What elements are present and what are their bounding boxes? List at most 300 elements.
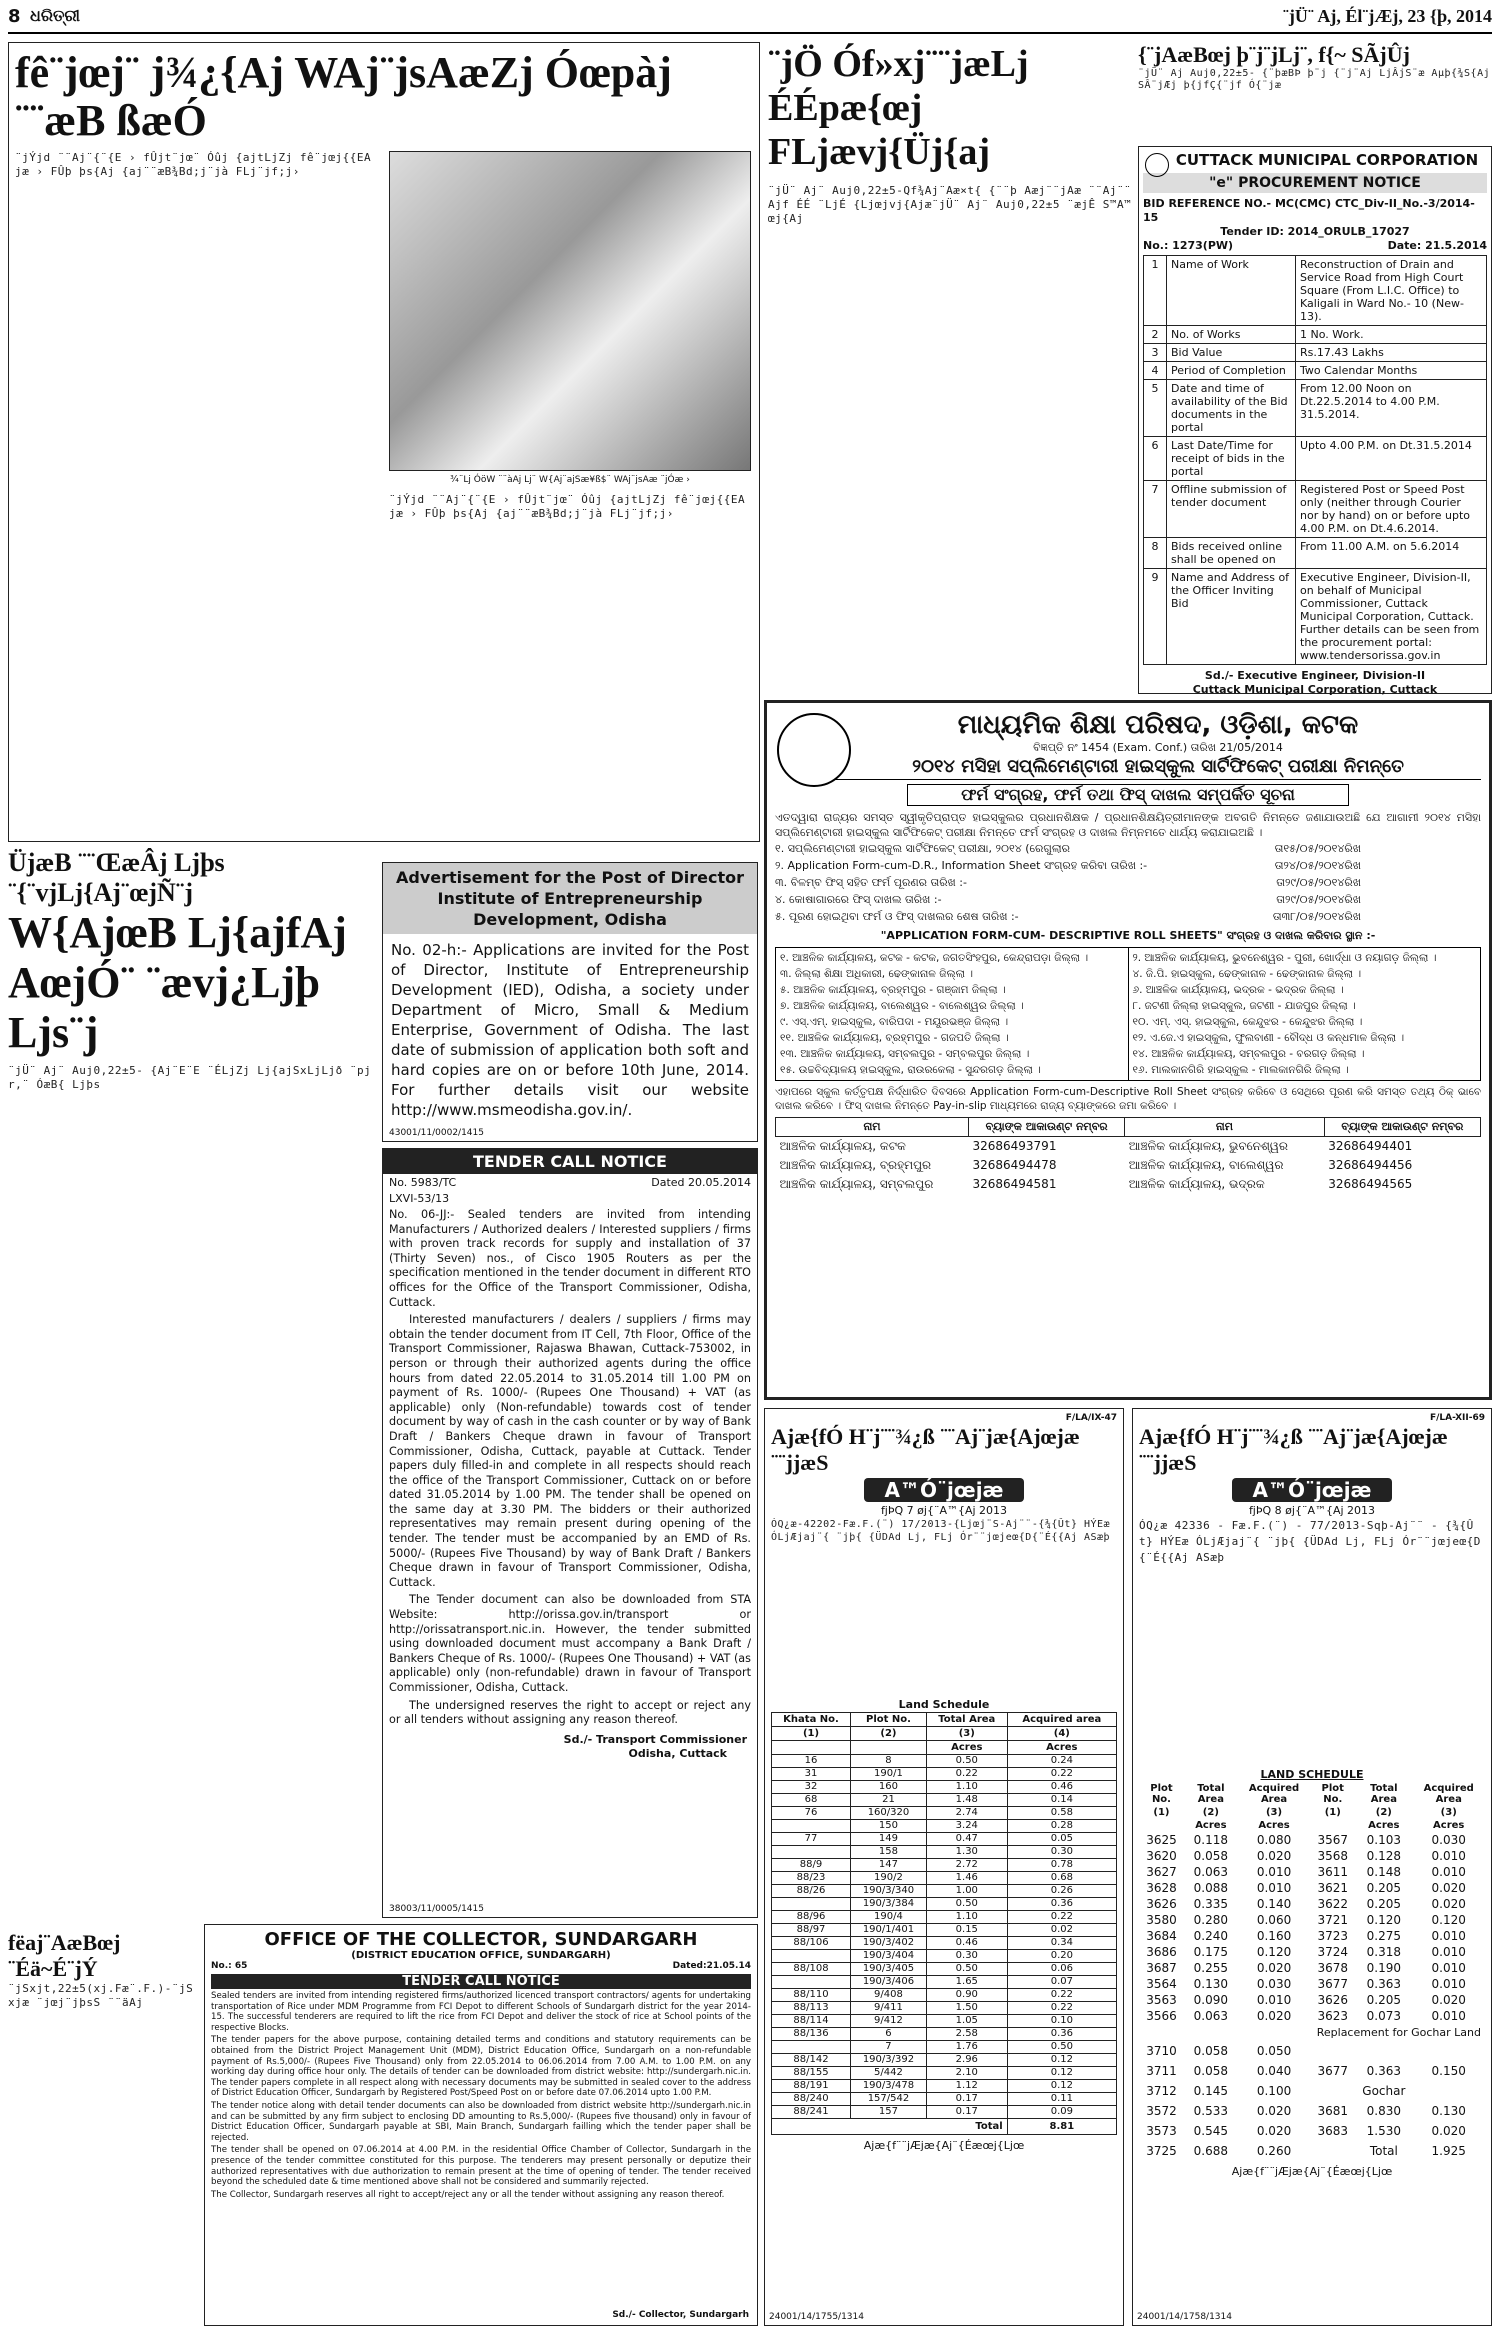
land-cell: 0.058 bbox=[1193, 1849, 1229, 1863]
land-cell: 190/3/404 bbox=[851, 1950, 927, 1963]
land-cell: 88/106 bbox=[772, 1937, 851, 1950]
land-cell: 0.063 bbox=[1193, 2009, 1229, 2023]
masthead: ଧରିତ୍ରୀ bbox=[30, 6, 80, 25]
land-header-cell: Total Area bbox=[926, 1713, 1007, 1727]
land-row bbox=[772, 2041, 1117, 2054]
land-header-cell: (2) bbox=[1375, 1807, 1392, 1818]
land-cell bbox=[1310, 2141, 1355, 2161]
bse-bank-cell: ଆଞ୍ଚଳିକ କାର୍ଯ୍ୟାଳୟ, ଭଦ୍ରକ bbox=[1128, 1177, 1265, 1191]
land-cell: 0.22 bbox=[926, 1768, 1007, 1781]
left-mid-headline-3: AœjÓ¨ ¨ævj¿Ljþ Ljs¨j bbox=[8, 958, 320, 1057]
top-right-headline: {¨jAæBœj þ¨j¨jLj¨, f{~ SÃjÛj bbox=[1138, 42, 1410, 67]
collector-no: No.: 65 bbox=[211, 1961, 248, 1971]
land-cell: 0.47 bbox=[926, 1833, 1007, 1846]
land-cell: 0.020 bbox=[1431, 2124, 1466, 2138]
land-cell: 3628 bbox=[1146, 1881, 1177, 1895]
cmc-row bbox=[1144, 380, 1487, 437]
land-cell: 0.205 bbox=[1366, 1897, 1402, 1911]
land-cell: 0.22 bbox=[1007, 1911, 1116, 1924]
cmc-row bbox=[1144, 481, 1487, 538]
land-cell: 3678 bbox=[1317, 1961, 1349, 1975]
center-headline-1: ¨jÖ Óf»xj¨¨jæLj bbox=[768, 43, 1029, 85]
land-cell: 2.10 bbox=[926, 2067, 1007, 2080]
land-cell: 0.148 bbox=[1366, 1865, 1402, 1879]
land-left-subline: fjÞQ 7 øj{¨A™{Aj 2013 bbox=[880, 1504, 1008, 1517]
article-headline: fê¨jœj¨ j¾¿{Aj WAj¨jsAæZj Óœpàj ¨¨æB ßæÓ bbox=[15, 49, 672, 145]
land-cell: 16 bbox=[772, 1755, 851, 1768]
land-header-cell: Khata No. bbox=[772, 1713, 851, 1727]
land-cell: 3677 bbox=[1317, 1977, 1349, 1991]
bse-bank-cell: ଆଞ୍ଚଳିକ କାର୍ଯ୍ୟାଳୟ, ବାଲେଶ୍ୱର bbox=[1128, 1158, 1284, 1172]
land-row bbox=[772, 2028, 1117, 2041]
land-cell: 76 bbox=[772, 1807, 851, 1820]
page-header bbox=[8, 6, 1492, 30]
land-cell: 0.46 bbox=[1007, 1781, 1116, 1794]
land-cell: 0.020 bbox=[1431, 1897, 1466, 1911]
top-right-article bbox=[1138, 42, 1492, 142]
director-ad-body: No. 02-h:- Applications are invited for the Post of Director, Institute of Entrepreneurship Development (IED), Odisha, a society under Department of Micro, Small & Medium Enterprise, Government of Odisha. The last date of submission of application both soft and hard copies are on or before 10th June, 2014. For further details visit our website http://www.msmeodisha.gov.in/. bbox=[391, 941, 749, 1119]
cmc-row-num: 7 bbox=[1144, 481, 1167, 538]
cmc-row-label: Name of Work bbox=[1167, 256, 1296, 326]
bse-office-item: ୨. ଆଞ୍ଚଳିକ କାର୍ଯ୍ୟାଳୟ, ଭୁବନେଶ୍ୱର - ପୁରୀ, ଖୋର୍ଦ୍ଧା ଓ ନୟାଗଡ଼ ଜିଲ୍ଲା । bbox=[1132, 952, 1437, 964]
land-cell: 0.10 bbox=[1007, 2015, 1116, 2028]
bse-bank-table bbox=[775, 1117, 1481, 1194]
cmc-no-date bbox=[1143, 239, 1487, 253]
land-cell: 3681 bbox=[1317, 2104, 1349, 2118]
land-cell: 1.76 bbox=[926, 2041, 1007, 2054]
land-cell: 0.020 bbox=[1256, 1961, 1292, 1975]
land-cell: 3611 bbox=[1317, 1865, 1349, 1879]
land-cell: 0.12 bbox=[1007, 2080, 1116, 2093]
land-cell: 0.255 bbox=[1193, 1961, 1229, 1975]
land-cell: Total bbox=[1369, 2144, 1398, 2158]
land-header-cell: Acres bbox=[1368, 1820, 1400, 1831]
bse-schedule-date: ତା୨୪/୦୫/୨୦୧୪ରିଖ bbox=[1274, 859, 1361, 872]
land-cell: 0.020 bbox=[1431, 1993, 1466, 2007]
top-right-body: ¨jÜ¨ Aj Auj0,22±5- {¨þæBÞ þ¨j {¨j¨Aj LjÂjS¨æ Aµþ{¾S{Aj SÂ¨jÆj þ{jfÇ{¨jf Ó{¨jæ bbox=[1138, 68, 1491, 91]
land-cell bbox=[772, 1976, 851, 1989]
cmc-row-value: From 12.00 Noon on Dt.22.5.2014 to 4.00 P.M. 31.5.2014. bbox=[1296, 380, 1487, 437]
land-right-subline: fjÞQ 8 øj{¨A™{Aj 2013 bbox=[1248, 1504, 1376, 1517]
article-body-cols bbox=[389, 493, 751, 833]
collector-para-3: The tender notice along with detail tender documents can also be downloaded from district website http://sundergarh.nic.in and can be submitted by any firm subject to enclosing DD amounting to Rs.5,000/- (Rupees five thousand) only in favour of District Education Officer, Sundargarh payable at SBI, Main Branch, Sundargarh failling which the tender paper shall be rejected. bbox=[211, 2100, 751, 2143]
land-row bbox=[772, 1924, 1117, 1937]
left-bottom-headline: fëaj¨AæBœj ¨Éä~É¨jÝ bbox=[8, 1930, 121, 1981]
land-total-value: 8.81 bbox=[1007, 2119, 1116, 2135]
land-cell: 0.030 bbox=[1256, 1977, 1292, 1991]
land-row bbox=[772, 1859, 1117, 1872]
transport-subno: LXVI-53/13 bbox=[389, 1192, 450, 1205]
land-cell: 160/320 bbox=[851, 1807, 927, 1820]
land-header-cell: (2) bbox=[851, 1727, 927, 1741]
land-row bbox=[1139, 2008, 1485, 2024]
land-left-body: ÓQ¿æ-42202-Fæ.F.(¨) 17/2013-{Ljœj¨S-Aj¨¨-{¾{Ût} HÝEæ ÓLjÆjaj¨{ ¨jþ{ {ÜDAd Lj, FLj Ór¨¨jœjeœ{D{¨É{{Aj ASæþ bbox=[771, 1519, 1111, 1543]
land-row bbox=[1139, 1912, 1485, 1928]
bse-office-item: ୧. ଆଞ୍ଚଳିକ କାର୍ଯ୍ୟାଳୟ, କଟକ - କଟକ, ଜଗତସିଂହପୁର, କେନ୍ଦ୍ରାପଡ଼ା ଜିଲ୍ଲା । bbox=[780, 952, 1089, 964]
land-row bbox=[1139, 1896, 1485, 1912]
bse-office-item: ୪. ଜି.ପି. ହାଇସ୍କୁଲ, ଢେଙ୍କାନାଳ - ଢେଙ୍କାନାଳ ଜିଲ୍ଲା । bbox=[1132, 968, 1362, 980]
cmc-row-value: Executive Engineer, Division-II, on behalf of Municipal Commissioner, Cuttack Municipal Corporation, Cuttack. Further details can be seen from the procurement portal: www.tendersorissa.gov.in bbox=[1296, 569, 1487, 665]
transport-ref: 38003/11/0005/1415 bbox=[389, 1904, 484, 1914]
transport-para-2: Interested manufacturers / dealers / suppliers / firms may obtain the tender document from IT Cell, 7th Floor, Office of the Transport Commissioner, Rajaswa Bhawan, Cuttack-753002, in person or through their authorized agents during the office hours from dated 22.05.2014 to 31.05.2014 till 1.00 PM on payment of Rs. 1000/- (Rupees One Thousand) + VAT (as applicable) only (Non-refundable) towards cost of tender document by way of cash in the cash counter or by way of Bank Draft / Bankers Cheque drawn in favour of Transport Commissioner, Odisha, Cuttack, payable at Cuttack. Tender papers duly filled-in and complete in all respects should reach the office of the Transport Commissioner, Cuttack on or before dated 31.05.2014 by 1.00 PM. The tender shall be opened on the same day at 3.30 PM. The bidders or their authorized representatives may remain present during opening of the tender. The tender must be accompanied by an EMD of Rs. 5000/- (Rupees Five Thousand) by way of Bank Draft / Bankers Cheque drawn in favour of Transport Commissioner, Odisha, Cuttack. bbox=[389, 1313, 751, 1589]
transport-para-4: The undersigned reserves the right to accept or reject any or all tenders without assigning any reason thereof. bbox=[389, 1698, 751, 1727]
bse-note: ଏହାପରେ ସ୍କୁଲ କର୍ତ୍ତୃପକ୍ଷ ନିର୍ଦ୍ଧାରିତ ଦିବସରେ Application Form-cum-Descriptive Roll Sheet ସଂଗ୍ରହ କରିବେ ଓ ସେଥିରେ ପୂରଣ କରି ସମସ୍ତ ତଥ୍ୟ ଠିକ୍ ଭାବେ ଦାଖଲ କରିବେ । ଫିସ୍ ଦାଖଲ ନିମନ୍ତେ Pay-in-slip ମାଧ୍ୟମରେ ରାଜ୍ୟ ବ୍ୟାଙ୍କରେ ଜମା କରିବେ । bbox=[775, 1086, 1481, 1112]
land-right-title: Ajæ{fÓ H¨j¨¨¾¿ß ¨¨Aj¨jæ{Ajœjæ ¨¨jjæS bbox=[1139, 1424, 1448, 1475]
land-row bbox=[1139, 2141, 1485, 2161]
land-header-cell: Acquired Area bbox=[1423, 1783, 1474, 1805]
land-cell: 9/412 bbox=[851, 2015, 927, 2028]
land-replacement-label: Replacement for Gochar Land bbox=[1316, 2026, 1481, 2039]
land-header-cell: (4) bbox=[1007, 1727, 1116, 1741]
cmc-bid-ref: BID REFERENCE NO.- MC(CMC) CTC_Div-II_No.-3/2014-15 bbox=[1143, 197, 1475, 224]
land-cell: 3723 bbox=[1317, 1929, 1349, 1943]
cmc-logo bbox=[1145, 153, 1169, 177]
land-cell: 1.00 bbox=[926, 1885, 1007, 1898]
land-row bbox=[772, 1781, 1117, 1794]
land-cell: 0.010 bbox=[1431, 1945, 1466, 1959]
land-cell: 0.50 bbox=[1007, 2041, 1116, 2054]
cmc-row bbox=[1144, 437, 1487, 481]
land-cell: 31 bbox=[772, 1768, 851, 1781]
bse-bank-cell: ଆଞ୍ଚଳିକ କାର୍ଯ୍ୟାଳୟ, ସମ୍ବଲପୁର bbox=[779, 1177, 934, 1191]
bse-schedule-date: ତା୨୯/୦୫/୨୦୧୪ରିଖ bbox=[1276, 893, 1361, 906]
land-cell: 32 bbox=[772, 1781, 851, 1794]
bse-intro: ଏତଦ୍ୱାରା ରାଜ୍ୟର ସମସ୍ତ ସ୍ୱୀକୃତିପ୍ରାପ୍ତ ହାଇସ୍କୁଲର ପ୍ରଧାନଶିକ୍ଷକ / ପ୍ରଧାନଶିକ୍ଷୟିତ୍ରୀମାନଙ୍କ ଅବଗତି ନିମନ୍ତେ ଜଣାଯାଉଅଛି ଯେ ଆଗାମୀ ୨୦୧୪ ମସିହା ସପ୍ଲିମେଣ୍ଟାରୀ ହାଇସ୍କୁଲ ସାର୍ଟିଫିକେଟ୍ ପରୀକ୍ଷା ନିମନ୍ତେ ଫର୍ମ ସଂଗ୍ରହ ଓ ଦାଖଲ ନିମ୍ନମତେ ଧାର୍ଯ୍ୟ କରାଯାଇଅଛି । bbox=[775, 811, 1481, 839]
land-cell: 0.058 bbox=[1193, 2044, 1229, 2058]
land-cell: 190/3/478 bbox=[851, 2080, 927, 2093]
land-cell: 3620 bbox=[1146, 1849, 1177, 1863]
land-cell: 68 bbox=[772, 1794, 851, 1807]
land-cell: 3683 bbox=[1317, 2124, 1349, 2138]
land-row bbox=[772, 1846, 1117, 1859]
land-header-cell bbox=[772, 1741, 851, 1755]
land-cell: 0.058 bbox=[1193, 2064, 1229, 2078]
collector-para-4: The tender shall be opened on 07.06.2014 at 4.00 P.M. in the residential Office Chamber of Collector, Sundargarh in the presence of the tender committee constituted for this purpose. The tenderers may present personally or deputize their authorized representatives with due authorization to remain present at the time of opening of tender. The tender received beyond the scheduled date & time mentioned above shall not be considered and summarily rejected. bbox=[211, 2145, 751, 2188]
land-header-cell: Acres bbox=[1195, 1820, 1227, 1831]
land-cell: 0.12 bbox=[1007, 2054, 1116, 2067]
land-cell: 0.010 bbox=[1256, 1993, 1292, 2007]
land-left-ref: 24001/14/1755/1314 bbox=[769, 2312, 864, 2322]
cmc-row-label: Period of Completion bbox=[1167, 362, 1296, 380]
cmc-row-num: 5 bbox=[1144, 380, 1167, 437]
land-cell: 3677 bbox=[1317, 2064, 1349, 2078]
transport-date: Dated 20.05.2014 bbox=[651, 1176, 751, 1189]
land-cell: 0.120 bbox=[1366, 1913, 1402, 1927]
land-cell: 88/23 bbox=[772, 1872, 851, 1885]
cmc-row-num: 8 bbox=[1144, 538, 1167, 569]
land-cell: 0.120 bbox=[1256, 1945, 1292, 1959]
bse-office-item: ୧୩. ଆଞ୍ଚଳିକ କାର୍ଯ୍ୟାଳୟ, ସମ୍ବଲପୁର - ସମ୍ବଲପୁର ଜିଲ୍ଲା । bbox=[780, 1048, 1030, 1060]
bse-schedule-label: ୫. ପୂରଣ ହୋଇଥିବା ଫର୍ମ ଓ ଫିସ୍ ଦାଖଲର ଶେଷ ତାରିଖ :- bbox=[775, 910, 1019, 923]
article-body-text-col2: ¨jÝjd ¨¨Aj¨{¨{E › fÛjt¨jœ¨ Óûj {ajtLjZj fê¨jœj{{EAjæ › FÛþ þs{Aj {aj¨¨æB¾Bd;j¨jà FLj¨jf;j› bbox=[389, 493, 746, 520]
land-cell: 0.12 bbox=[1007, 2067, 1116, 2080]
page-number: 8 bbox=[8, 6, 21, 27]
transport-para-1: No. 06-JJ:- Sealed tenders are invited from intending Manufacturers / Authorized dealers / Interested suppliers / firms with proven track records for supply and installation of 37 (Thirty Seven) nos., of Cisco 1905 Routers as per the specification mentioned in the tender document in different RTO offices for the Office of the Transport Commissioner, Odisha, Cuttack. bbox=[389, 1208, 751, 1309]
land-cell: 0.22 bbox=[1007, 1989, 1116, 2002]
bse-bank-cell: ଆଞ୍ଚଳିକ କାର୍ଯ୍ୟାଳୟ, ଭୁବନେଶ୍ୱର bbox=[1128, 1139, 1289, 1153]
cmc-row bbox=[1144, 344, 1487, 362]
land-cell: 9/408 bbox=[851, 1989, 927, 2002]
land-header-cell: (1) bbox=[772, 1727, 851, 1741]
land-notice-right bbox=[1132, 1408, 1492, 2326]
transport-no: No. 5983/TC bbox=[389, 1176, 457, 1189]
collector-no-date bbox=[211, 1961, 751, 1972]
land-cell: Gochar bbox=[1362, 2084, 1406, 2098]
bse-bank-cell: 32686494565 bbox=[1328, 1177, 1413, 1191]
land-cell: 0.28 bbox=[1007, 1820, 1116, 1833]
land-row bbox=[772, 1755, 1117, 1768]
collector-para-2: The tender papers for the above purpose, containing detailed terms and conditions and statutory requirements can be obtained from the District Project Management Unit (MDM), District Education Office, Sundargarh on a non-refundable payment of Rs.5,000/- (Rupees Five Thousand) only from 22.05.2014 to 06.06.2014 from 7.00 A.M. to 1.00 P.M. on any working day during office hour only. The details of tender can be downloaded from district website: http://sundergarh.nic.in. The tender papers complete in all respect along with necessary documents may be submitted in sealed cover to the address of District Education Officer, Sundargarh by Registered Post/Speed Post on or before date 07.06.2014 upto 1.00 P.M. bbox=[211, 2035, 751, 2099]
land-cell: 0.010 bbox=[1256, 1865, 1292, 1879]
land-cell: 3687 bbox=[1146, 1961, 1177, 1975]
land-cell: 1.12 bbox=[926, 2080, 1007, 2093]
bse-notice bbox=[764, 700, 1492, 1400]
land-cell: 0.36 bbox=[1007, 1898, 1116, 1911]
bse-schedule-item bbox=[775, 908, 1481, 925]
cmc-signature-1: Sd./- Executive Engineer, Division-II bbox=[1204, 669, 1426, 682]
land-row bbox=[1139, 1928, 1485, 1944]
land-header-cell: (3) bbox=[1265, 1807, 1283, 1818]
land-cell: 3621 bbox=[1317, 1881, 1349, 1895]
land-cell: 0.118 bbox=[1193, 1833, 1229, 1847]
bse-schedule-label: ୧. ସପ୍ଲିମେଣ୍ଟାରୀ ହାଇସ୍କୁଲ ସାର୍ଟିଫିକେଟ୍ ପରୀକ୍ଷା, ୨୦୧୪ (ରେଗୁଲାର bbox=[775, 842, 1070, 855]
land-cell: 3566 bbox=[1146, 2009, 1177, 2023]
land-cell: 0.09 bbox=[1007, 2106, 1116, 2119]
land-cell: 0.275 bbox=[1366, 1929, 1402, 1943]
land-cell: 1.925 bbox=[1431, 2144, 1466, 2158]
bse-bank-cell: 32686494456 bbox=[1328, 1158, 1413, 1172]
left-mid-article bbox=[8, 848, 376, 1924]
land-cell: 190/1 bbox=[851, 1768, 927, 1781]
land-cell: 0.063 bbox=[1193, 1865, 1229, 1879]
land-cell: 3725 bbox=[1146, 2144, 1177, 2158]
land-cell: 0.205 bbox=[1366, 1881, 1402, 1895]
land-header-cell: Plot No. bbox=[851, 1713, 927, 1727]
land-cell: 0.11 bbox=[1007, 2093, 1116, 2106]
director-ad-ref: 43001/11/0002/1415 bbox=[389, 1128, 484, 1138]
land-cell: 1.10 bbox=[926, 1911, 1007, 1924]
land-cell: 88/155 bbox=[772, 2067, 851, 2080]
land-cell bbox=[1310, 2081, 1355, 2101]
bse-schedule-date: ତା୧୫/୦୫/୨୦୧୪ରିଖ bbox=[1274, 842, 1361, 855]
collector-para-1: Sealed tenders are invited from intending registered firms/authorized licenced transport contractors/ agents for undertaking transportation of Rice under MDM Programme from FCI Depot to different Schools of Sundargarh district for the year 2014-15. The successful tenderers are required to lift the rice from FCI Depot and deliver the stock of rice at School points of the respective Blocks. bbox=[211, 1991, 751, 2033]
land-cell: 190/3/402 bbox=[851, 1937, 927, 1950]
land-header-cell: Acres bbox=[1258, 1820, 1290, 1831]
land-cell: 0.688 bbox=[1193, 2144, 1229, 2158]
land-header-cell: Total Area bbox=[1197, 1783, 1225, 1805]
land-header-row bbox=[1139, 1819, 1485, 1832]
land-cell: 3711 bbox=[1146, 2064, 1177, 2078]
land-header-row bbox=[1139, 1782, 1485, 1806]
land-cell: 0.010 bbox=[1431, 1865, 1466, 1879]
collector-signature: Sd./- Collector, Sundargarh bbox=[612, 2310, 749, 2320]
land-cell: 0.26 bbox=[1007, 1885, 1116, 1898]
collector-banner: TENDER CALL NOTICE bbox=[211, 1974, 751, 1989]
land-row bbox=[772, 2067, 1117, 2080]
land-cell: 0.830 bbox=[1366, 2104, 1402, 2118]
land-header-cell: (1) bbox=[1324, 1807, 1341, 1818]
land-cell: 0.34 bbox=[1007, 1937, 1116, 1950]
land-cell: 1.10 bbox=[926, 1781, 1007, 1794]
land-row bbox=[772, 2015, 1117, 2028]
land-row bbox=[772, 2002, 1117, 2015]
cmc-row-label: Last Date/Time for receipt of bids in the portal bbox=[1167, 437, 1296, 481]
land-cell: 5/442 bbox=[851, 2067, 927, 2080]
land-header-cell bbox=[1310, 1819, 1355, 1832]
bse-schedule-item bbox=[775, 874, 1481, 891]
land-cell: 0.160 bbox=[1256, 1929, 1292, 1943]
land-cell: 0.010 bbox=[1431, 1977, 1466, 1991]
land-cell: 0.150 bbox=[1431, 2064, 1466, 2078]
cmc-row-value: From 11.00 A.M. on 5.6.2014 bbox=[1296, 538, 1487, 569]
land-cell: 7 bbox=[851, 2041, 927, 2054]
collector-body bbox=[211, 1991, 751, 2200]
land-cell: 77 bbox=[772, 1833, 851, 1846]
land-cell: 2.74 bbox=[926, 1807, 1007, 1820]
center-top-article bbox=[768, 42, 1132, 752]
land-cell: 0.030 bbox=[1431, 1833, 1466, 1847]
land-cell: 0.140 bbox=[1256, 1897, 1292, 1911]
left-top-article bbox=[8, 42, 760, 842]
land-cell: 0.22 bbox=[1007, 1768, 1116, 1781]
bse-office-item: ୧୦. ଏମ୍. ଏସ୍. ହାଇସ୍କୁଲ, କେନ୍ଦୁଝର - କେନ୍ଦୁଝର ଜିଲ୍ଲା । bbox=[1132, 1016, 1363, 1028]
bse-bank-header: ବ୍ୟାଙ୍କ ଆକାଉଣ୍ଟ ନମ୍ବର bbox=[1324, 1118, 1480, 1137]
land-cell: 3572 bbox=[1146, 2104, 1177, 2118]
land-cell: 1.48 bbox=[926, 1794, 1007, 1807]
land-cell: 0.363 bbox=[1366, 2064, 1402, 2078]
land-cell: 0.010 bbox=[1431, 2009, 1466, 2023]
land-cell: 0.07 bbox=[1007, 1976, 1116, 1989]
cmc-row-value: Two Calendar Months bbox=[1296, 362, 1487, 380]
bse-schedule-label: ୩. ବିଳମ୍ବ ଫିସ୍ ସହିତ ଫର୍ମ ପୂରଣର ତାରିଖ :- bbox=[775, 876, 967, 889]
land-cell: 0.128 bbox=[1366, 1849, 1402, 1863]
collector-notice bbox=[204, 1924, 758, 2326]
land-header-cell: (3) bbox=[926, 1727, 1007, 1741]
bse-bank-cell: 32686494401 bbox=[1328, 1139, 1413, 1153]
land-cell: 0.010 bbox=[1431, 1961, 1466, 1975]
land-cell: 190/3/392 bbox=[851, 2054, 927, 2067]
land-cell: 160 bbox=[851, 1781, 927, 1794]
land-notice-left bbox=[764, 1408, 1124, 2326]
land-cell: 1.46 bbox=[926, 1872, 1007, 1885]
land-cell: 8 bbox=[851, 1755, 927, 1768]
cmc-signature-2: Cuttack Municipal Corporation, Cuttack bbox=[1192, 683, 1438, 696]
land-right-footer: Ajæ{f¨¨jÆjæ{Aj¨{Éæœj{Ljœ bbox=[1231, 2165, 1393, 2178]
cmc-row-num: 3 bbox=[1144, 344, 1167, 362]
land-cell bbox=[772, 1846, 851, 1859]
land-cell: 3.24 bbox=[926, 1820, 1007, 1833]
land-left-schedule-title: Land Schedule bbox=[898, 1698, 990, 1711]
center-headline-2: ÉÉpæ{œj FLjævj{Üj{aj bbox=[768, 87, 991, 173]
transport-tender bbox=[382, 1148, 758, 1918]
cmc-row-num: 6 bbox=[1144, 437, 1167, 481]
cmc-row-value: 1 No. Work. bbox=[1296, 326, 1487, 344]
land-row bbox=[1139, 1976, 1485, 1992]
land-cell: 0.05 bbox=[1007, 1833, 1116, 1846]
bse-schedule-item bbox=[775, 840, 1481, 857]
land-cell: 0.090 bbox=[1193, 1993, 1229, 2007]
land-row bbox=[772, 1976, 1117, 1989]
land-row bbox=[1139, 2121, 1485, 2141]
cmc-row-value: Registered Post or Speed Post only (neither through Courier nor by hand) on or before upto 4.00 P.M. on Dt.4.6.2014. bbox=[1296, 481, 1487, 538]
director-ad-title: Advertisement for the Post of Director Institute of Entrepreneurship Development, Odisha bbox=[383, 863, 757, 934]
land-cell: 3684 bbox=[1146, 1929, 1177, 1943]
bse-bank-row bbox=[776, 1156, 1481, 1175]
cmc-row-label: Bid Value bbox=[1167, 344, 1296, 362]
land-cell: 0.145 bbox=[1193, 2084, 1229, 2098]
land-row bbox=[1139, 2061, 1485, 2081]
land-cell: 3623 bbox=[1317, 2009, 1349, 2023]
land-cell: 0.30 bbox=[926, 1950, 1007, 1963]
land-cell: 0.50 bbox=[926, 1898, 1007, 1911]
cmc-row-num: 9 bbox=[1144, 569, 1167, 665]
land-cell: 0.020 bbox=[1431, 1881, 1466, 1895]
land-row bbox=[772, 1937, 1117, 1950]
director-ad bbox=[382, 862, 758, 1142]
bse-bank-header: ବ୍ୟାଙ୍କ ଆକାଉଣ୍ଟ ନମ୍ବର bbox=[968, 1118, 1124, 1137]
cmc-org: CUTTACK MUNICIPAL CORPORATION bbox=[1175, 151, 1479, 169]
land-cell: 190/3/384 bbox=[851, 1898, 927, 1911]
land-cell: 0.58 bbox=[1007, 1807, 1116, 1820]
land-replacement-row bbox=[1139, 2024, 1485, 2041]
left-mid-headline-2: W{AjœB Lj{ajfAj bbox=[8, 908, 347, 957]
land-cell: 0.240 bbox=[1193, 1929, 1229, 1943]
land-cell: 3627 bbox=[1146, 1865, 1177, 1879]
land-header-cell: (3) bbox=[1440, 1807, 1457, 1818]
cmc-row-label: No. of Works bbox=[1167, 326, 1296, 344]
land-row bbox=[772, 1833, 1117, 1846]
land-cell: 0.17 bbox=[926, 2106, 1007, 2119]
bse-bank-row bbox=[776, 1175, 1481, 1194]
cmc-no: No.: 1273(PW) bbox=[1143, 239, 1234, 252]
land-cell: 88/108 bbox=[772, 1963, 851, 1976]
land-cell: 3622 bbox=[1317, 1897, 1349, 1911]
land-row bbox=[772, 1872, 1117, 1885]
bse-org: ମାଧ୍ୟମିକ ଶିକ୍ଷା ପରିଷଦ, ଓଡ଼ିଶା, କଟକ bbox=[957, 710, 1359, 740]
bse-office-item: ୭. ଆଞ୍ଚଳିକ କାର୍ଯ୍ୟାଳୟ, ବାଲେଶ୍ୱର - ବାଲେଶ୍ୱର ଜିଲ୍ଲା । bbox=[780, 1000, 1024, 1012]
land-cell: 3573 bbox=[1146, 2124, 1177, 2138]
land-row bbox=[772, 1989, 1117, 2002]
transport-tender-title: TENDER CALL NOTICE bbox=[383, 1149, 757, 1174]
cmc-row-label: Offline submission of tender document bbox=[1167, 481, 1296, 538]
land-cell: 3568 bbox=[1317, 1849, 1349, 1863]
land-row bbox=[772, 1898, 1117, 1911]
land-header-row bbox=[772, 1713, 1117, 1727]
left-bottom-article bbox=[8, 1930, 198, 2326]
land-cell: 9/411 bbox=[851, 2002, 927, 2015]
land-cell: 0.24 bbox=[1007, 1755, 1116, 1768]
land-header-row bbox=[772, 1727, 1117, 1741]
land-cell: 0.020 bbox=[1256, 2124, 1292, 2138]
bse-office-item: ୧୪. ଆଞ୍ଚଳିକ କାର୍ଯ୍ୟାଳୟ, ସମ୍ବଲପୁର - ବରଗଡ଼ ଜିଲ୍ଲା । bbox=[1132, 1048, 1365, 1060]
cmc-row bbox=[1144, 538, 1487, 569]
land-cell: 0.78 bbox=[1007, 1859, 1116, 1872]
land-row bbox=[1139, 2041, 1485, 2061]
land-row bbox=[1139, 1832, 1485, 1848]
land-cell: 0.363 bbox=[1366, 1977, 1402, 1991]
land-cell: 0.318 bbox=[1366, 1945, 1402, 1959]
transport-no-date bbox=[383, 1174, 757, 1192]
land-cell: 0.260 bbox=[1256, 2144, 1292, 2158]
land-left-title: Ajæ{fÓ H¨j¨¨¾¿ß ¨¨Aj¨jæ{Ajœjæ ¨¨jjæS bbox=[771, 1424, 1080, 1475]
land-total-label: Total bbox=[772, 2119, 1008, 2135]
land-cell: 0.14 bbox=[1007, 1794, 1116, 1807]
bse-bank-cell: 32686494478 bbox=[972, 1158, 1057, 1172]
bse-bank-cell: 32686493791 bbox=[972, 1139, 1057, 1153]
land-cell: 21 bbox=[851, 1794, 927, 1807]
cmc-row-num: 4 bbox=[1144, 362, 1167, 380]
land-cell: 0.17 bbox=[926, 2093, 1007, 2106]
